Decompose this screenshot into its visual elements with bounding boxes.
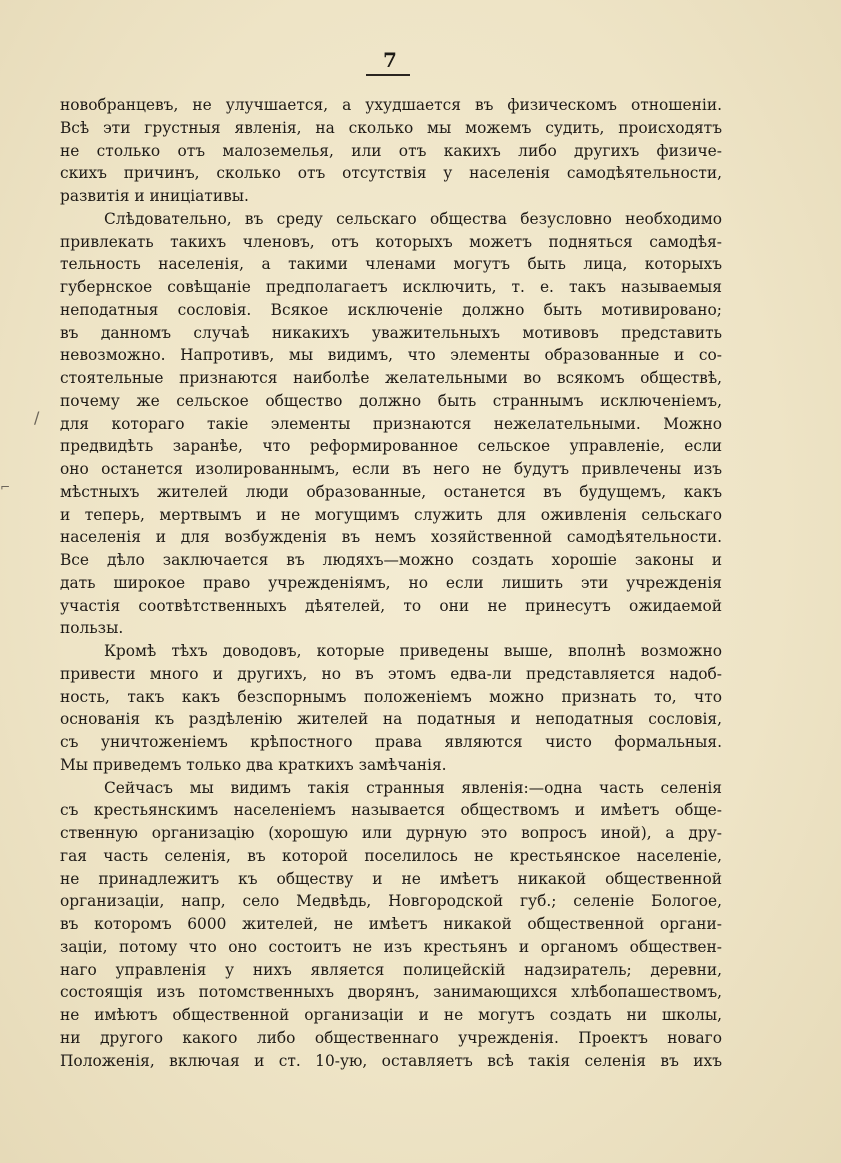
text-line: не столько отъ малоземелья, или отъ какихъ либо другихъ физиче- (60, 141, 722, 160)
text-line: пользы. (60, 619, 124, 638)
text-line: гая часть селенія, въ которой поселилось не крестьянское населеніе, (60, 846, 722, 865)
text-line: Кромѣ тѣхъ доводовъ, которые приведены выше, вполнѣ возможно (104, 642, 722, 660)
text-line: новобранцевъ, не улучшается, а ухудшается въ физическомъ отношеніи. (60, 96, 722, 114)
text-line: привлекать такихъ членовъ, отъ которыхъ можетъ подняться самодѣя- (60, 232, 722, 251)
text-line: Мы приведемъ только два краткихъ замѣчанія. (60, 755, 447, 774)
page-number-rule (366, 74, 410, 76)
text-line: стоятельные признаются наиболѣе желательными во всякомъ обществѣ, (60, 369, 722, 387)
text-line: не имѣютъ общественной организаціи и не могутъ создать ни школы, (60, 1006, 722, 1024)
text-line: невозможно. Напротивъ, мы видимъ, что элементы образованные и со- (60, 346, 722, 365)
text-line: основанія къ раздѣленію жителей на податныя и неподатныя сословія, (60, 710, 722, 729)
text-line: организаціи, напр, село Медвѣдь, Новгородской губ.; селеніе Бологое, (60, 892, 722, 911)
text-line: ни другого какого либо общественнаго учрежденія. Проектъ новаго (60, 1028, 722, 1047)
text-line: губернское совѣщаніе предполагаетъ исключить, т. е. такъ называемыя (60, 278, 722, 296)
paragraph-2 (60, 208, 722, 640)
margin-pencil-mark: / (34, 408, 40, 427)
text-line: населенія и для возбужденія въ немъ хозяйственной самодѣятельности. (60, 528, 722, 547)
text-line: наго управленія у нихъ является полицейскій надзиратель; деревни, (60, 960, 722, 979)
text-line: развитія и иниціативы. (60, 187, 249, 205)
text-line: неподатныя сословія. Всякое исключеніе должно быть мотивировано; (60, 300, 722, 319)
text-line: состоящія изъ потомственныхъ дворянъ, занимающихся хлѣбопашествомъ, (60, 983, 722, 1002)
text-line: скихъ причинъ, сколько отъ отсутствія у населенія самодѣятельности, (60, 164, 722, 183)
text-line: въ данномъ случаѣ никакихъ уважительныхъ мотивовъ представить (60, 323, 722, 342)
text-line: съ крестьянскимъ населеніемъ называется обществомъ и имѣетъ обще- (60, 801, 722, 820)
text-line: съ уничтоженіемъ крѣпостного права являются чисто формальныя. (60, 733, 722, 751)
text-line: дать широкое право учрежденіямъ, но если лишить эти учрежденія (60, 573, 722, 592)
paragraph-3 (60, 640, 722, 777)
text-line: предвидѣть заранѣе, что реформированное сельское управленіе, если (60, 437, 722, 456)
paragraph-4 (60, 777, 722, 1073)
text-line: заціи, потому что оно состоитъ не изъ крестьянъ и органомъ обществен- (60, 937, 722, 956)
text-line: Положенія, включая и ст. 10-ую, оставляетъ всѣ такія селенія въ ихъ (60, 1051, 722, 1070)
page-number: 7 (383, 48, 397, 72)
text-line: тельность населенія, а такими членами могутъ быть лица, которыхъ (60, 255, 722, 274)
text-body (60, 94, 722, 1072)
text-line: оно останется изолированнымъ, если въ него не будутъ привлечены изъ (60, 460, 722, 478)
paragraph-1 (60, 94, 722, 208)
text-line: Все дѣло заключается въ людяхъ—можно создать хорошіе законы и (60, 551, 722, 569)
text-line: участія соотвѣтственныхъ дѣятелей, то они не принесутъ ожидаемой (60, 596, 722, 615)
text-line: Слѣдовательно, въ среду сельскаго общества безусловно необходимо (104, 209, 722, 228)
text-line: и теперь, мертвымъ и не могущимъ служить для оживленія сельскаго (60, 505, 722, 524)
text-line: ность, такъ какъ безспорнымъ положеніемъ можно признать то, что (60, 687, 722, 706)
text-line: въ которомъ 6000 жителей, не имѣетъ никакой общественной органи- (60, 915, 722, 933)
text-line: для котораго такіе элементы признаются нежелательными. Можно (60, 414, 722, 433)
text-line: не принадлежитъ къ обществу и не имѣетъ никакой общественной (60, 869, 722, 888)
text-line: мѣстныхъ жителей люди образованные, останется въ будущемъ, какъ (60, 482, 722, 501)
text-line: Сейчасъ мы видимъ такія странныя явленія:—одна часть селенія (104, 778, 722, 797)
text-line: привести много и другихъ, но въ этомъ едва-ли представляется надоб- (60, 664, 722, 683)
text-line: Всѣ эти грустныя явленія, на сколько мы можемъ судить, происходятъ (60, 118, 722, 137)
text-line: почему же сельское общество должно быть страннымъ исключеніемъ, (60, 391, 722, 410)
margin-dash-mark: ⌐ (0, 480, 11, 494)
text-line: ственную организацію (хорошую или дурную это вопросъ иной), а дру- (60, 824, 722, 842)
